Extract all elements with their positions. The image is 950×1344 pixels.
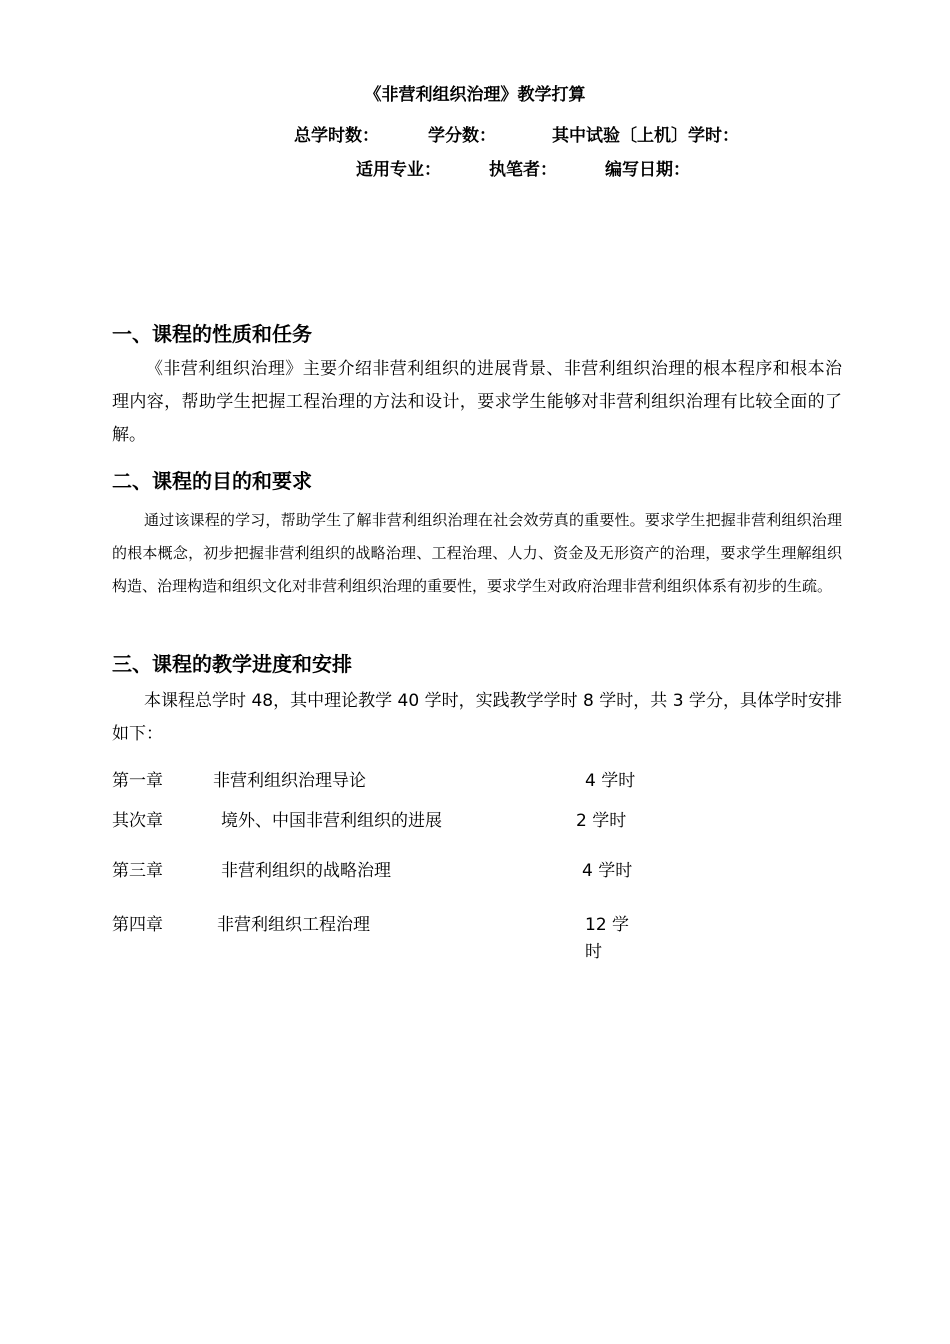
major-label: 适用专业： [356, 160, 441, 180]
credits-label: 学分数： [428, 126, 496, 146]
author-label: 执笔者： [489, 160, 557, 180]
schedule-hours: 12 学 [585, 915, 630, 935]
document-title: 《非营利组织治理》教学打算 [364, 85, 586, 105]
date-label: 编写日期： [605, 160, 690, 180]
section-1-body: 《非营利组织治理》主要介绍非营利组织的进展背景、非营利组织治理的根本程序和根本治理内容，帮助学生把握工程治理的方法和设计，要求学生能够对非营利组织治理有比较全面的了解。 [112, 359, 842, 445]
schedule-chapter: 第一章 [112, 771, 163, 791]
schedule-topic: 非营利组织治理导论 [213, 771, 366, 791]
section-1-heading: 一、课程的性质和任务 [112, 322, 312, 346]
schedule-hours: 4 学时 [585, 771, 636, 791]
schedule-topic: 非营利组织工程治理 [217, 915, 370, 935]
schedule-topic: 境外、中国非营利组织的进展 [221, 811, 442, 831]
schedule-topic: 非营利组织的战略治理 [221, 861, 391, 881]
section-3-body: 本课程总学时 48，其中理论教学 40 学时，实践教学学时 8 学时，共 3 学分，具体学时安排如下： [112, 691, 842, 744]
schedule-hours-continued: 时 [585, 942, 602, 962]
section-3-heading: 三、课程的教学进度和安排 [112, 652, 352, 676]
schedule-hours: 2 学时 [576, 811, 627, 831]
schedule-chapter: 其次章 [112, 811, 163, 831]
schedule-chapter: 第三章 [112, 861, 163, 881]
section-2-body: 通过该课程的学习，帮助学生了解非营利组织治理在社会效劳真的重要性。要求学生把握非营利组织治理的根本概念，初步把握非营利组织的战略治理、工程治理、人力、资金及无形资产的治理，要求学生理解组织构造、治理构造和组织文化对非营利组织治理的重要性，要求学生对政府治理非营利组织体系有初步的生疏。 [112, 511, 842, 595]
schedule-chapter: 第四章 [112, 915, 163, 935]
section-2-heading: 二、课程的目的和要求 [112, 469, 312, 493]
lab-hours-label: 其中试验〔上机〕学时： [552, 126, 739, 146]
total-hours-label: 总学时数： [294, 126, 379, 146]
schedule-hours: 4 学时 [582, 861, 633, 881]
